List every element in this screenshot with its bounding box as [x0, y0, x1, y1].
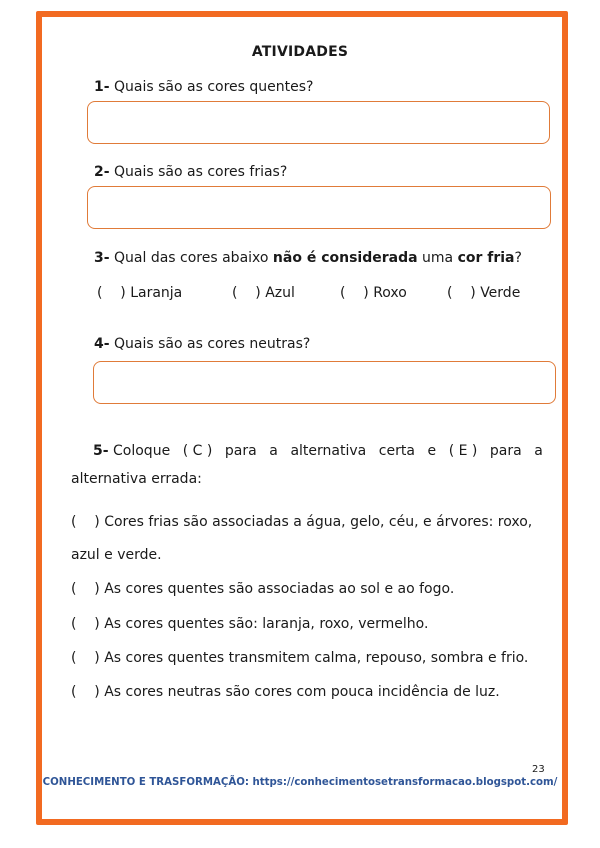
- question-1-text: Quais são as cores quentes?: [114, 79, 314, 95]
- question-3-number: 3-: [94, 250, 110, 266]
- statement-1-cont: [71, 547, 162, 563]
- statement-text: azul e verde.: [71, 547, 162, 563]
- statement-checkbox[interactable]: ( ): [71, 616, 100, 632]
- option-checkbox[interactable]: ( ): [97, 285, 126, 301]
- question-4-number: 4-: [94, 336, 110, 352]
- option-label: Laranja: [130, 285, 183, 301]
- answer-box-4[interactable]: [93, 361, 556, 404]
- option-verde[interactable]: [447, 285, 520, 301]
- question-2: [94, 164, 287, 180]
- question-4: [94, 336, 310, 352]
- question-5-number: 5-: [93, 443, 109, 459]
- option-laranja[interactable]: [97, 285, 182, 301]
- option-label: Roxo: [373, 285, 407, 301]
- page-title: ATIVIDADES: [251, 44, 349, 60]
- option-checkbox[interactable]: ( ): [340, 285, 369, 301]
- word: a: [534, 443, 543, 459]
- option-roxo[interactable]: [340, 285, 407, 301]
- page-number: 23: [532, 764, 545, 775]
- statement-text: As cores quentes são: laranja, roxo, vermelho.: [104, 616, 429, 632]
- answer-box-1[interactable]: [87, 101, 550, 144]
- option-checkbox[interactable]: ( ): [232, 285, 261, 301]
- question-3: [94, 250, 522, 266]
- statement-3[interactable]: [71, 616, 428, 632]
- option-label: Azul: [265, 285, 295, 301]
- question-3-bold-a: não é considerada: [272, 250, 418, 266]
- question-4-text: Quais são as cores neutras?: [114, 336, 311, 352]
- question-5-line-2: alternativa errada:: [71, 471, 202, 487]
- question-3-text-c: ?: [514, 250, 522, 266]
- question-2-number: 2-: [94, 164, 110, 180]
- option-checkbox[interactable]: ( ): [447, 285, 476, 301]
- word: a: [269, 443, 278, 459]
- statement-text: As cores quentes transmitem calma, repouso, sombra e frio.: [104, 650, 529, 666]
- answer-box-2[interactable]: [87, 186, 551, 229]
- option-label: Verde: [480, 285, 521, 301]
- statement-text: Cores frias são associadas a água, gelo, céu, e árvores: roxo,: [104, 514, 533, 530]
- word: ( C ): [182, 443, 213, 459]
- question-3-text-a: Qual das cores abaixo: [114, 250, 273, 266]
- word: para: [489, 443, 522, 459]
- question-1: [94, 79, 313, 95]
- question-1-number: 1-: [94, 79, 110, 95]
- footer: [0, 777, 600, 788]
- footer-label: CONHECIMENTO E TRASFORMAÇÃO:: [42, 777, 249, 788]
- word: para: [224, 443, 257, 459]
- word: Coloque: [113, 443, 171, 459]
- statement-checkbox[interactable]: ( ): [71, 514, 100, 530]
- question-5-line-1: [93, 443, 543, 459]
- option-azul[interactable]: [232, 285, 295, 301]
- statement-text: As cores neutras são cores com pouca incidência de luz.: [104, 684, 500, 700]
- footer-link[interactable]: https://conhecimentosetransformacao.blogspot.com/: [252, 777, 558, 788]
- statement-checkbox[interactable]: ( ): [71, 581, 100, 597]
- question-3-bold-b: cor fria: [457, 250, 515, 266]
- statement-2[interactable]: [71, 581, 454, 597]
- word: alternativa: [290, 443, 367, 459]
- word: ( E ): [448, 443, 478, 459]
- question-2-text: Quais são as cores frias?: [114, 164, 288, 180]
- statement-5[interactable]: [71, 684, 500, 700]
- word: e: [427, 443, 437, 459]
- statement-text: As cores quentes são associadas ao sol e ao fogo.: [104, 581, 455, 597]
- word: certa: [378, 443, 415, 459]
- statement-checkbox[interactable]: ( ): [71, 684, 100, 700]
- question-3-text-b: uma: [417, 250, 458, 266]
- statement-checkbox[interactable]: ( ): [71, 650, 100, 666]
- statement-1[interactable]: [71, 514, 532, 530]
- statement-4[interactable]: [71, 650, 528, 666]
